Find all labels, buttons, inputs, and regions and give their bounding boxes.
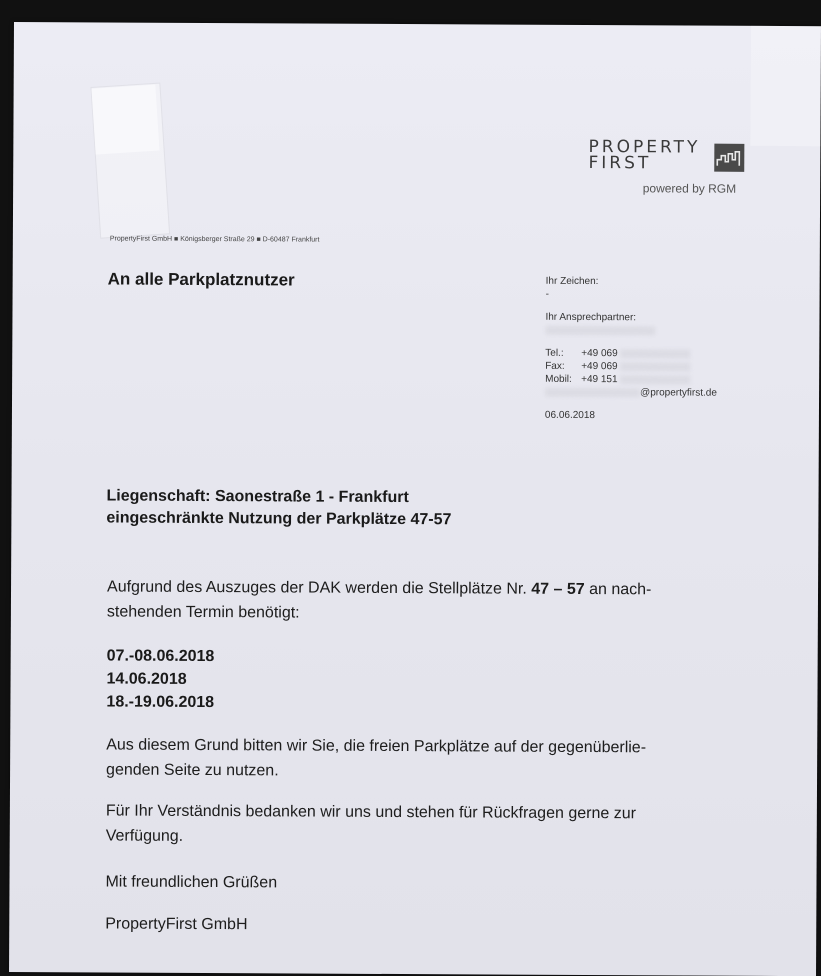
p2-line-2: genden Seite zu nutzen. xyxy=(106,761,279,780)
subject-line-2: eingeschränkte Nutzung der Parkplätze 47-57 xyxy=(106,509,452,529)
paragraph-1 xyxy=(107,574,747,627)
ihr-zeichen-label: Ihr Zeichen: xyxy=(545,275,599,288)
subject-block xyxy=(106,485,451,531)
date-item: 14.06.2018 xyxy=(106,670,187,688)
p3-line-2: Verfügung. xyxy=(105,827,184,845)
recipient-heading: An alle Parkplatznutzer xyxy=(107,269,295,290)
skyline-icon xyxy=(714,144,744,172)
fax-row xyxy=(545,360,717,374)
info-block xyxy=(545,275,718,423)
company-logo xyxy=(588,139,736,196)
p3-line-1: Für Ihr Verständnis bedanken wir uns und stehen für Rückfragen gerne zur xyxy=(105,802,636,823)
fax-number: +49 069 xyxy=(581,360,618,373)
p1-text-c: stehenden Termin benötigt: xyxy=(106,603,300,622)
logo-line-2: FIRST xyxy=(588,153,652,174)
contact-label: Ihr Ansprechpartner: xyxy=(545,311,637,324)
paragraph-2 xyxy=(106,732,746,785)
p1-text-a: Aufgrund des Auszuges der DAK werden die Stellplätze Nr. xyxy=(106,578,527,598)
email-domain: @propertyfirst.de xyxy=(640,387,717,399)
p1-text-b: an nach- xyxy=(589,581,652,599)
p2-line-1: Aus diesem Grund bitten wir Sie, die freien Parkplätze auf der gegenüberlie- xyxy=(106,736,647,757)
fax-label: Fax: xyxy=(545,360,565,372)
letter-date: 06.06.2018 xyxy=(544,409,596,422)
paragraph-3 xyxy=(106,798,746,851)
logo-tagline: powered by RGM xyxy=(642,181,737,196)
dates-list xyxy=(106,644,214,714)
tape-strip-right xyxy=(750,26,821,146)
sender-address-line: PropertyFirst GmbH ■ Königsberger Straße 29 ■ D-60487 Frankfurt xyxy=(109,235,320,244)
tel-row xyxy=(545,347,717,361)
signature-company: PropertyFirst GmbH xyxy=(105,915,248,934)
email-row xyxy=(545,386,717,400)
mobil-number: +49 151 xyxy=(581,373,618,386)
logo-line-1: PROPERTY xyxy=(588,137,701,158)
tel-number: +49 069 xyxy=(581,347,618,360)
closing-text: Mit freundlichen Grüßen xyxy=(105,873,278,892)
contact-name-redacted xyxy=(545,324,717,338)
letter-paper xyxy=(9,22,821,976)
ihr-zeichen-value: - xyxy=(545,288,549,300)
date-item: 07.-08.06.2018 xyxy=(106,647,215,666)
tape-piece xyxy=(91,85,159,155)
tel-label: Tel.: xyxy=(545,347,564,359)
mobil-label: Mobil: xyxy=(545,373,572,385)
p1-bold-range: 47 – 57 xyxy=(531,580,585,598)
date-item: 18.-19.06.2018 xyxy=(106,693,215,712)
subject-line-1: Liegenschaft: Saonestraße 1 - Frankfurt xyxy=(106,487,409,507)
mobil-row xyxy=(545,373,717,387)
